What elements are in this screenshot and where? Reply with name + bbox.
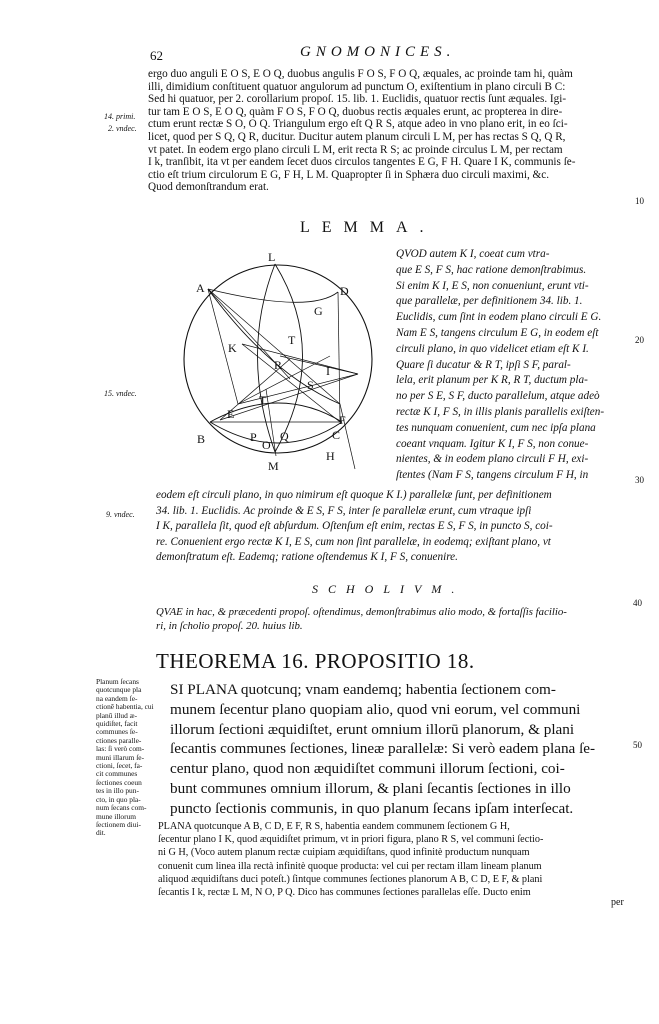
text-line: lela, erit planum per K R, R T, ductum pla- xyxy=(396,374,588,387)
text-line: Si enim K I, E S, non conueniunt, erunt vti- xyxy=(396,279,589,292)
figure-label: H xyxy=(326,449,335,463)
text-line: puncto ſectionis communis, in quo planum ſecans ipſam interſecat. xyxy=(170,799,574,817)
text-line: ri, in ſcholio propoſ. 20. huius lib. xyxy=(156,619,303,632)
figure-label: K xyxy=(228,341,237,355)
text-line: aliquod æquidiſtans duci poteſt.) ſintque communes ſectiones planorum A B, C D, E F, & plani xyxy=(158,873,543,885)
figure-label: M xyxy=(268,459,279,473)
side-note-line: ſectiones coeun xyxy=(96,777,142,787)
lemma-text xyxy=(396,247,626,484)
text-line: ni G H, (Voco autem planum rectæ cuipiam æquidiſtans, quod infinitè productum nunquam xyxy=(158,847,530,859)
text-line: Sed hi quatuor, per 2. corollarium propoſ. 15. lib. 1. Euclidis, quatuor rectis ſunt æquales. Igi- xyxy=(148,93,567,106)
figure-label: Q xyxy=(280,429,289,443)
side-note-line: ſectionem diui- xyxy=(96,819,141,829)
page-number: 62 xyxy=(150,48,163,63)
text-line: demonſtratum eſt. Eademq; ratione oſtendemus K I, F S, conuenire. xyxy=(156,551,458,564)
text-line: Quod demonſtrandum erat. xyxy=(148,181,269,194)
figure-label: C xyxy=(332,428,341,442)
text-line: rectæ K I, F S, in illis planis parallelis exiſten- xyxy=(396,405,605,418)
text-line: Nam E S, tangens circulum E G, in eodem eſt xyxy=(396,326,599,339)
line-number: 20 xyxy=(635,335,644,345)
text-line: ctum erunt rectæ S O, O Q. Triangulum ergo eſt Q R S, atque adeo in vno plano erit, in eo ſci- xyxy=(148,118,568,131)
margin-note: 15. vndec. xyxy=(104,389,137,398)
side-note-line: cit communes xyxy=(96,769,138,779)
figure-label: L xyxy=(268,250,276,264)
text-line: ſecantis communes ſectiones, lineæ parallelæ: Si verò eadem plana ſe- xyxy=(170,740,596,758)
line-number: 50 xyxy=(633,740,642,750)
text-line: PLANA quotcunque A B, C D, E F, R S, habentia eandem communem ſectionem G H, xyxy=(158,821,510,832)
text-line: centur plano, quod non æquidiſtet communi illorum ſectioni, coi- xyxy=(170,760,565,778)
catchword: per xyxy=(611,897,624,908)
figure-label: T xyxy=(259,393,267,407)
text-line: SI PLANA quotcunq; vnam eandemq; habentia ſectionem com- xyxy=(170,681,556,698)
theorem-statement xyxy=(170,680,625,819)
text-line: illorum ſectioni æquidiſtet, erunt omnium illorū planorum, & plani xyxy=(170,720,575,738)
figure-label: B xyxy=(197,432,206,446)
text-line: Euclidis, cum ſint in eodem plano circuli E G. xyxy=(396,311,602,324)
text-line: eodem eſt circuli plano, in quo nimirum eſt quoque K I.) parallelæ ſunt, per definitionem xyxy=(156,489,552,501)
text-line: licet, quod per S Q, Q R, ducitur. Ducitur autem planum circuli L M, per has rectas S Q, Q R, xyxy=(148,130,566,143)
side-note-line: communes ſe- xyxy=(96,727,138,737)
text-line: conuenit cum linea illa rectà infinitè quoque producta: vel cui per rectam illam lineam planum xyxy=(158,860,542,872)
text-line: vt patet. In eodem ergo plano circuli L M, erit recta R S; ac proinde circulus L M, per rectam xyxy=(148,143,563,156)
geometric-figure xyxy=(180,244,390,484)
side-note-line: dit. xyxy=(96,828,106,838)
figure-label: A xyxy=(196,281,205,295)
figure-label: G xyxy=(314,304,323,318)
side-note xyxy=(96,678,154,838)
scholium-heading: SCHOLIVM. xyxy=(312,582,465,596)
text-line: Quare ſi ducatur & R T, ipſi S F, paral- xyxy=(396,358,571,371)
text-line: I K, parallela ſit, quod eſt abſurdum. Oſtenſum eſt enim, rectas E S, F S, in puncto S, coi- xyxy=(156,520,553,533)
figure-label: F xyxy=(339,413,346,427)
text-line: ſecentur plano I K, quod æquidiſtet primum, vt in priori figura, plano R S, vel communi ſectio- xyxy=(158,834,544,846)
text-line: que parallelæ, per definitionem 34. lib. 1. xyxy=(396,295,583,308)
line-number: 10 xyxy=(635,196,644,206)
text-line: re. Conuenient ergo rectæ K I, E S, cum non ſint parallelæ, in eodemq; exiſtant plano, vt xyxy=(156,535,551,548)
side-note-line: ctiones paralle- xyxy=(96,735,142,745)
text-line: que E S, F S, hac ratione demonſtrabimus. xyxy=(396,263,587,276)
side-note-line: tes in illo pun- xyxy=(96,786,139,796)
top-paragraph xyxy=(148,68,618,194)
side-note-line: Planum ſecans xyxy=(96,677,139,686)
side-note-line: quotcunque pla xyxy=(96,685,142,695)
figure-label: E xyxy=(227,407,235,421)
text-line: munem ſecentur plano quopiam alio, quod vni eorum, vel communi xyxy=(170,700,581,718)
side-note-line: planū illud æ- xyxy=(96,710,138,720)
theorem-body xyxy=(158,820,624,899)
text-line: QVOD autem K I, coeat cum vtra- xyxy=(396,248,550,260)
figure-label: P xyxy=(250,430,257,444)
scholium-text xyxy=(156,606,624,633)
text-line: QVAE in hac, & præcedenti propoſ. oſtendimus, demonſtrabimus alio modo, & fortaſſis facilio- xyxy=(156,606,567,618)
side-note-line: cto, in quo pla- xyxy=(96,794,141,804)
side-note-line: muni illarum ſe- xyxy=(96,752,145,762)
text-line: coeant vnquam. Igitur K I, F S, non conue- xyxy=(396,437,589,450)
side-note-line: quidiſtet, facit xyxy=(96,719,138,729)
text-line: ſtentes (Nam F S, tangens circulum F H, in xyxy=(396,469,589,482)
figure-label: I xyxy=(326,364,330,378)
lemma-conclusion xyxy=(156,488,624,566)
text-line: tur tam E O S, E O Q, quàm F O S, F O Q, duobus rectis æquales erunt, ac propterea in dire- xyxy=(148,105,563,118)
side-note-line: mune illorum xyxy=(96,811,137,821)
margin-note: 9. vndec. xyxy=(106,510,135,519)
figure-label: D xyxy=(340,284,349,298)
side-note-line: las: ſi verò com- xyxy=(96,744,145,754)
text-line: bunt communes omnium illorum, & plani ſecantis ſectiones in illo xyxy=(170,779,571,797)
side-note-line: ctioni, ſecet, fa- xyxy=(96,761,143,771)
text-line: ctio eſt trium circulorum E G, F H, L M. Quapropter ſi in Sphæra duo circuli maximi, &c. xyxy=(148,168,550,181)
side-note-line: na eandem ſe- xyxy=(96,693,138,703)
text-line: ſecantis I k, rectæ L M, N O, P Q. Dico has communes ſectiones parallelas eſſe. Ducto enim xyxy=(158,887,531,899)
theorem-heading: THEOREMA 16. PROPOSITIO 18. xyxy=(156,649,475,673)
side-note-line: ctionē habentia, cui xyxy=(96,702,154,712)
line-number: 40 xyxy=(633,598,642,608)
side-note-line: num ſecans com- xyxy=(96,803,147,813)
margin-note: 14. primi. xyxy=(104,112,136,121)
margin-note: 2. vndec. xyxy=(108,124,137,133)
figure-label: S xyxy=(307,378,314,392)
figure-label: O xyxy=(262,438,271,452)
text-line: circuli plano, in quo videlicet etiam eſt K I. xyxy=(396,342,589,355)
text-line: illi, dimidium conſtituent quatuor angulorum ad punctum O, exiſtentium in plano circuli B C: xyxy=(148,80,566,93)
figure-label: R xyxy=(274,358,283,372)
text-line: nientes, & in eodem plano circuli F H, exi- xyxy=(396,453,589,466)
text-line: I k, tranſibit, ita vt per eandem ſecet duos circulos tangentes E G, F H. Quare I K, communis ſe- xyxy=(148,156,576,169)
figure-label: T xyxy=(288,333,296,347)
text-line: tes nunquam conuenient, cum nec ipſa plana xyxy=(396,421,596,434)
line-number: 30 xyxy=(635,475,644,485)
running-title: GNOMONICES. xyxy=(300,44,456,60)
text-line: no per S E, S F, ducto parallelum, atque adeò xyxy=(396,390,600,403)
text-line: 34. lib. 1. Euclidis. Ac proinde & E S, F S, inter ſe parallelæ erunt, cum vtraque ipſi xyxy=(156,504,532,517)
text-line: ergo duo anguli E O S, E O Q, duobus angulis F O S, F O Q, æquales, ac proinde tam hi, quàm xyxy=(148,68,573,80)
lemma-heading: LEMMA. xyxy=(300,219,436,236)
